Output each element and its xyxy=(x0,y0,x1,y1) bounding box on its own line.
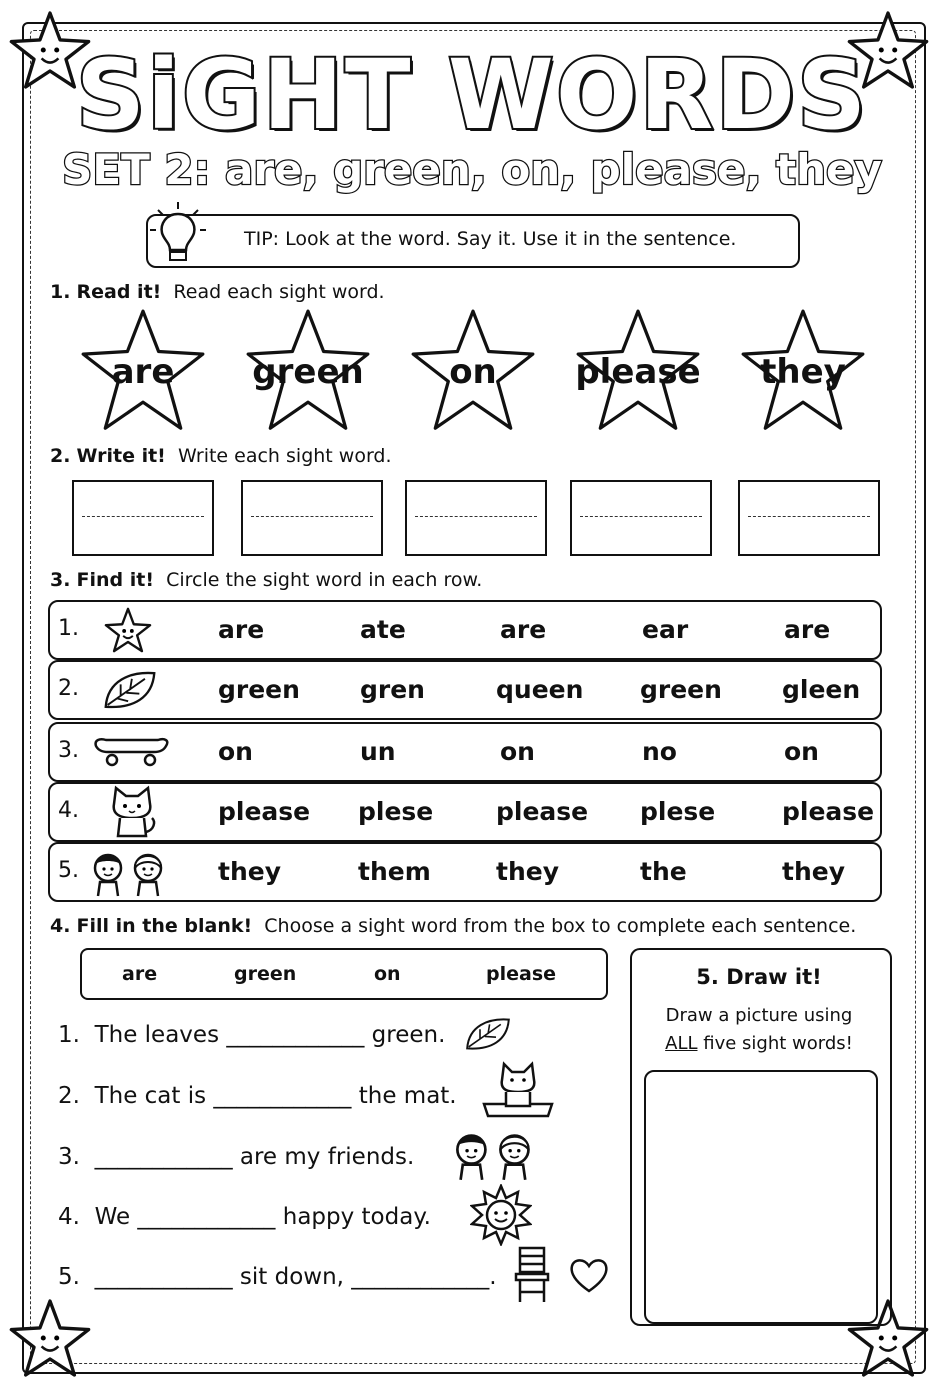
find-word[interactable]: plese xyxy=(640,797,716,826)
word-bank-item: please xyxy=(486,963,557,985)
section-number: 3. xyxy=(50,569,71,591)
find-word[interactable]: un xyxy=(360,737,396,766)
draw-emphasis: ALL xyxy=(665,1033,698,1054)
word-bank xyxy=(80,948,608,1000)
draw-instruction-line2 xyxy=(630,1030,888,1058)
section-find-it xyxy=(50,568,482,592)
star-word-on xyxy=(408,306,538,436)
find-word[interactable]: please xyxy=(496,797,589,826)
write-box[interactable] xyxy=(72,480,214,556)
star-word-label: green xyxy=(252,352,364,392)
row-number: 3. xyxy=(58,738,79,763)
draw-instruction xyxy=(630,1002,888,1058)
sentence-5 xyxy=(58,1262,497,1292)
sentence-number: 3. xyxy=(58,1144,80,1170)
find-word[interactable]: them xyxy=(358,857,431,886)
row-number: 2. xyxy=(58,676,79,701)
row-number: 5. xyxy=(58,858,79,883)
write-box[interactable] xyxy=(405,480,547,556)
word-bank-item: are xyxy=(122,963,158,985)
find-word[interactable]: they xyxy=(218,857,282,886)
page-subtitle: SET 2: are, green, on, please, they xyxy=(62,145,882,194)
star-word-they xyxy=(738,306,868,436)
find-word[interactable]: are xyxy=(218,615,265,644)
leaf-icon xyxy=(102,668,158,712)
sentence-text[interactable]: The leaves ____________ green. xyxy=(94,1022,446,1048)
drawing-area[interactable] xyxy=(644,1070,878,1324)
sentence-text[interactable]: The cat is ____________ the mat. xyxy=(94,1083,457,1109)
find-row xyxy=(48,600,882,660)
corner-star-icon xyxy=(8,1296,92,1380)
find-row xyxy=(48,842,882,902)
section-fill-blank xyxy=(50,914,856,938)
sentence-number: 1. xyxy=(58,1022,80,1048)
star-word-label: please xyxy=(575,352,701,392)
star-word-label: on xyxy=(449,352,497,392)
kids-icon xyxy=(90,848,168,898)
find-word[interactable]: plese xyxy=(358,797,434,826)
sun-icon xyxy=(470,1184,532,1246)
find-word[interactable]: on xyxy=(218,737,253,766)
find-word[interactable]: the xyxy=(640,857,687,886)
find-word[interactable]: please xyxy=(218,797,311,826)
write-box[interactable] xyxy=(241,480,383,556)
section-heading: Fill in the blank! xyxy=(76,915,253,937)
find-word[interactable]: ear xyxy=(642,615,689,644)
write-box[interactable] xyxy=(570,480,712,556)
section-instruction: Choose a sight word from the box to complete each sentence. xyxy=(264,915,857,937)
sentence-number: 2. xyxy=(58,1083,80,1109)
find-word[interactable]: no xyxy=(642,737,677,766)
row-number: 4. xyxy=(58,798,79,823)
find-word[interactable]: are xyxy=(500,615,547,644)
chair-icon xyxy=(512,1244,552,1304)
sentence-4 xyxy=(58,1202,431,1232)
sentence-text[interactable]: ____________ sit down, ____________. xyxy=(94,1264,497,1290)
star-word-please xyxy=(573,306,703,436)
sentence-3 xyxy=(58,1142,414,1172)
row-number: 1. xyxy=(58,616,79,641)
section-instruction: Circle the sight word in each row. xyxy=(166,569,483,591)
section-heading: Write it! xyxy=(76,445,166,467)
section-instruction: Read each sight word. xyxy=(173,281,385,303)
section-heading: Read it! xyxy=(76,281,162,303)
star-icon xyxy=(102,606,154,654)
word-bank-item: green xyxy=(234,963,297,985)
section-read-it xyxy=(50,280,385,304)
find-row xyxy=(48,722,882,782)
find-word[interactable]: queen xyxy=(496,675,584,704)
find-word[interactable]: on xyxy=(784,737,819,766)
draw-instruction-line1: Draw a picture using xyxy=(665,1005,853,1026)
sentence-number: 5. xyxy=(58,1264,80,1290)
word-bank-item: on xyxy=(374,963,401,985)
draw-instruction-rest: five sight words! xyxy=(703,1033,853,1054)
kids-icon xyxy=(452,1128,536,1182)
section-number: 1. xyxy=(50,281,71,303)
section-write-it xyxy=(50,444,392,468)
cat-on-mat-icon xyxy=(478,1060,558,1118)
section-heading: Find it! xyxy=(76,569,154,591)
leaf-icon xyxy=(464,1014,512,1054)
sentence-1 xyxy=(58,1020,445,1050)
write-box[interactable] xyxy=(738,480,880,556)
find-row xyxy=(48,782,882,842)
tip-text: TIP: Look at the word. Say it. Use it in the sentence. xyxy=(244,228,737,250)
find-word[interactable]: on xyxy=(500,737,535,766)
star-word-label: they xyxy=(760,352,846,392)
draw-heading: 5. Draw it! xyxy=(696,965,822,989)
star-word-green xyxy=(243,306,373,436)
section-number: 2. xyxy=(50,445,71,467)
find-word[interactable]: they xyxy=(782,857,846,886)
star-word-are xyxy=(78,306,208,436)
sentence-text[interactable]: We ____________ happy today. xyxy=(94,1204,431,1230)
find-row xyxy=(48,660,882,720)
find-word[interactable]: gren xyxy=(360,675,425,704)
sentence-2 xyxy=(58,1081,457,1111)
star-word-label: are xyxy=(111,352,175,392)
section-instruction: Write each sight word. xyxy=(177,445,392,467)
skateboard-icon xyxy=(92,732,170,772)
find-word[interactable]: please xyxy=(782,797,875,826)
section-number: 4. xyxy=(50,915,71,937)
sentence-number: 4. xyxy=(58,1204,80,1230)
find-word[interactable]: ate xyxy=(360,615,406,644)
find-word[interactable]: they xyxy=(496,857,560,886)
find-word[interactable]: green xyxy=(218,675,300,704)
sentence-text[interactable]: ____________ are my friends. xyxy=(94,1144,415,1170)
find-word[interactable]: gleen xyxy=(782,675,861,704)
cat-icon xyxy=(106,782,158,840)
page-title: SiGHT WORDS xyxy=(75,39,869,151)
find-word[interactable]: green xyxy=(640,675,722,704)
find-word[interactable]: are xyxy=(784,615,831,644)
lightbulb-icon xyxy=(148,200,208,270)
heart-icon xyxy=(568,1256,610,1294)
